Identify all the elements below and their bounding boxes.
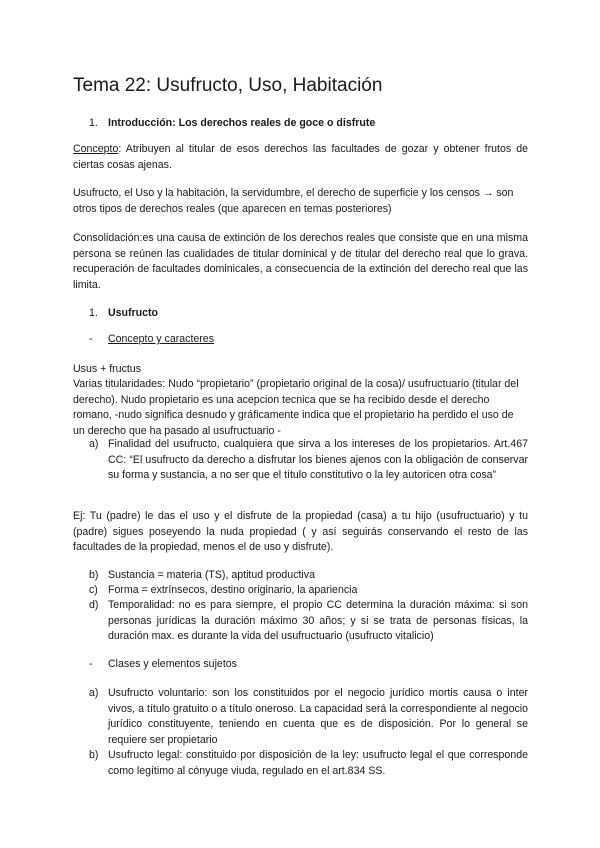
usus-fructus-line: Usus + fructus [73, 363, 142, 375]
subsection-1-label: Concepto y caracteres [108, 333, 214, 345]
page-title: Tema 22: Usufructo, Uso, Habitación [73, 75, 383, 96]
consolidacion-paragraph: Consolidación:es una causa de extinción de los derechos reales que consiste que en una misma persona se reúnen las cualidades de titular dominical y de titular del derecho real que lo grava. recuperación de facultades dominicales, a consecuencia de la extinción del derecho real que las limita. [73, 232, 528, 291]
clase-b-text: Usufructo legal: constituido por disposición de la ley: usufructo legal el que corresponde como legítimo al cónyuge viuda, regulado en el art.834 SS. [108, 749, 528, 777]
item-a-marker: a) [89, 438, 99, 450]
section-1-heading: Introducción: Los derechos reales de goce o disfrute [108, 117, 376, 129]
subsection-2-label: Clases y elementos sujetos [108, 658, 237, 670]
subsection-1-dash: - [89, 333, 93, 345]
subsection-2-dash: - [89, 658, 93, 670]
item-b-text: Sustancia = materia (TS), aptitud productiva [108, 569, 315, 581]
concepto-label: Concepto [73, 143, 119, 155]
section-2-heading: Usufructo [108, 307, 159, 319]
item-d-marker: d) [89, 599, 99, 611]
item-c-marker: c) [89, 584, 98, 596]
section-2-number: 1. [89, 307, 98, 319]
usufructo-list-paragraph: Usufructo, el Uso y la habitación, la servidumbre, el derecho de superficie y los censos → son otros tipos de derechos reales (que aparecen en temas posteriores) [73, 187, 514, 215]
concepto-paragraph [73, 142, 528, 173]
section-1-number: 1. [89, 117, 98, 129]
item-d-text: Temporalidad: no es para siempre, el propio CC determina la duración máxima: si son personas jurídicas la duración máximo 30 años; y si se trata de personas físicas, la duración max. es durante la vida del usufructuario (usufructo vitalicio) [108, 599, 528, 642]
item-a-text: Finalidad del usufructo, cualquiera que sirva a los intereses de los propietarios. Art.467 CC: “El usufructo da derecho a disfrutar los bienes ajenos con la obligación de conservar su forma y sustancia, a no ser que el título constitutivo o la ley autoricen otra cosa” [108, 438, 528, 481]
clase-b-marker: b) [89, 749, 99, 761]
ejemplo-paragraph: Ej: Tu (padre) le das el uso y el disfrute de la propiedad (casa) a tu hijo (usufructuario) y tu (padre) sigues poseyendo la nuda propiedad ( y así seguirás conservando el resto de las facultades de la propiedad, menos el de uso y disfrute). [73, 510, 528, 553]
varias-titularidades-paragraph: Varias titularidades: Nudo “propietario” (propietario original de la cosa)/ usufructuario (titular del derecho). Nudo propietario es una acepcion tecnica que se ha recibido desde el derecho romano, -nudo significa desnudo y gráficamente indica que el propietario ha perdido el uso de un derecho que ha pasado al usufructuario - [73, 378, 519, 437]
item-c-text: Forma = extrínsecos, destino originario, la apariencia [108, 584, 358, 596]
clase-a-marker: a) [89, 687, 99, 699]
clase-a-text: Usufructo voluntario: son los constituidos por el negocio jurídico mortis causa o inter vivos, a título gratuito o a título oneroso. La capacidad será la correspondiente al negocio jurídico constituyente, teniendo en cuenta que es de disposición. Por lo general se requiere ser propietario [108, 687, 528, 746]
item-b-marker: b) [89, 569, 99, 581]
concepto-text: : Atribuyen al titular de esos derechos las facultades de gozar y obtener frutos de ciertas cosas ajenas. [73, 143, 528, 171]
